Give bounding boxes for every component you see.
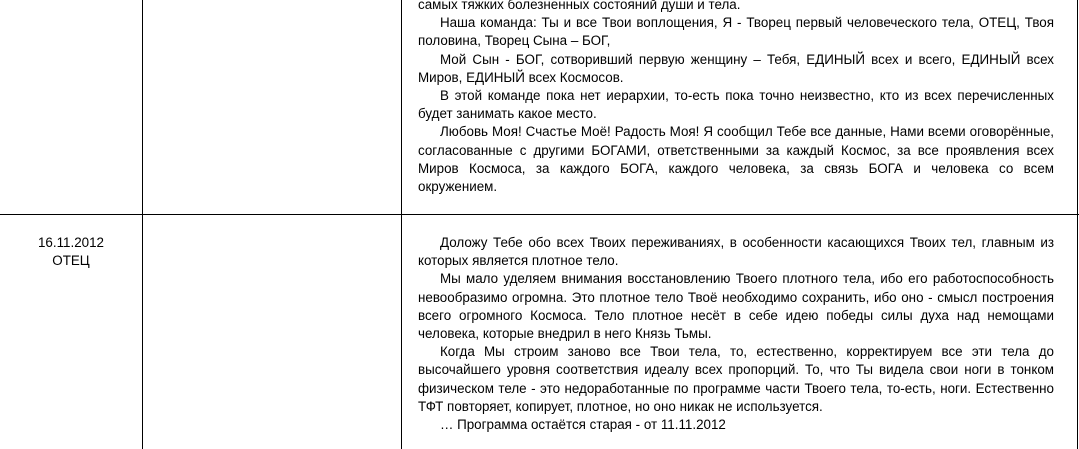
paragraph — [418, 270, 1054, 343]
paragraph-line: Когда Мы строим заново все Твои тела, то, естественно, корректируем все эти тела до — [440, 344, 1054, 360]
paragraph-line: Любовь Моя! Счастье Моё! Радость Моя! Я сообщил Тебе все данные, Нами всеми оговорённые, — [440, 124, 1054, 140]
row2-text-cell — [418, 234, 1054, 434]
paragraph — [418, 0, 1054, 14]
paragraph-line: невообразимо огромна. Это плотное тело Твоё необходимо сохранить, ибо оно - смысл построения — [418, 289, 1054, 305]
paragraph-line: окружением. — [418, 179, 498, 195]
column-divider-2 — [401, 0, 402, 449]
paragraph-line: Наша команда: Ты и все Твои воплощения, Я - Творец первый человеческого тела, ОТЕЦ, Твоя — [440, 15, 1054, 31]
paragraph-line: В этой команде пока нет иерархии, то-есть пока точно неизвестно, кто из всех перечисленных — [440, 88, 1054, 104]
paragraph-line: Мой Сын - БОГ, сотворивший первую женщину – Тебя, ЕДИНЫЙ всех и всего, ЕДИНЫЙ всех — [440, 51, 1054, 67]
paragraph-line: Миров Космоса, за каждого БОГА, каждого человека, за связь БОГА и человека со всем — [418, 160, 1054, 176]
paragraph — [418, 416, 1054, 434]
paragraph-line: согласованные с другими БОГАМИ, ответственными за каждый Космос, за все проявления всех — [418, 142, 1054, 158]
paragraph-line: Доложу Тебе обо всех Твоих переживаниях, в особенности касающихся Твоих тел, главным из — [440, 235, 1054, 250]
column-divider-3 — [1077, 0, 1078, 449]
paragraph — [418, 14, 1054, 50]
column-divider-1 — [142, 0, 143, 449]
paragraph — [418, 343, 1054, 416]
paragraph — [418, 87, 1054, 123]
row1-text-cell — [418, 0, 1054, 196]
paragraph-line: … Программа остаётся старая - от 11.11.2012 — [440, 417, 726, 433]
row-divider — [0, 214, 1079, 215]
paragraph-line: половина, Творец Сына – БОГ, — [418, 33, 611, 49]
row2-date-cell — [0, 234, 142, 270]
paragraph-line: высочайшего уровня соответствия идеалу всех пропорций. То, что Ты видела свои ноги в тонком — [418, 362, 1054, 378]
paragraph-line: человека, которые внедрил в него Князь Тьмы. — [418, 326, 712, 342]
paragraph — [418, 234, 1054, 270]
paragraph-line: ТФТ повторяет, копирует, плотное, но оно никак не используется. — [418, 398, 823, 414]
paragraph-line: физическом теле - это недоработанные по программе части Твоего тела, то-есть, ноги. Естественно — [418, 380, 1054, 396]
paragraph-line: которых является плотное тело. — [418, 253, 619, 269]
paragraph — [418, 123, 1054, 196]
paragraph-line: Миров, ЕДИНЫЙ всех Космосов. — [418, 69, 624, 85]
paragraph-line: всего огромного Космоса. Тело плотное несёт в себе идею победы силы духа над немощами — [418, 307, 1054, 323]
paragraph-line: самых тяжких болезненных состояний души и тела. — [418, 0, 741, 12]
paragraph-line: Мы мало уделяем внимания восстановлению Твоего плотного тела, ибо его работоспособность — [440, 271, 1054, 287]
entry-author: ОТЕЦ — [52, 253, 90, 269]
entry-date: 16.11.2012 — [37, 235, 105, 250]
paragraph — [418, 51, 1054, 87]
paragraph-line: будет занимать какое место. — [418, 106, 597, 122]
